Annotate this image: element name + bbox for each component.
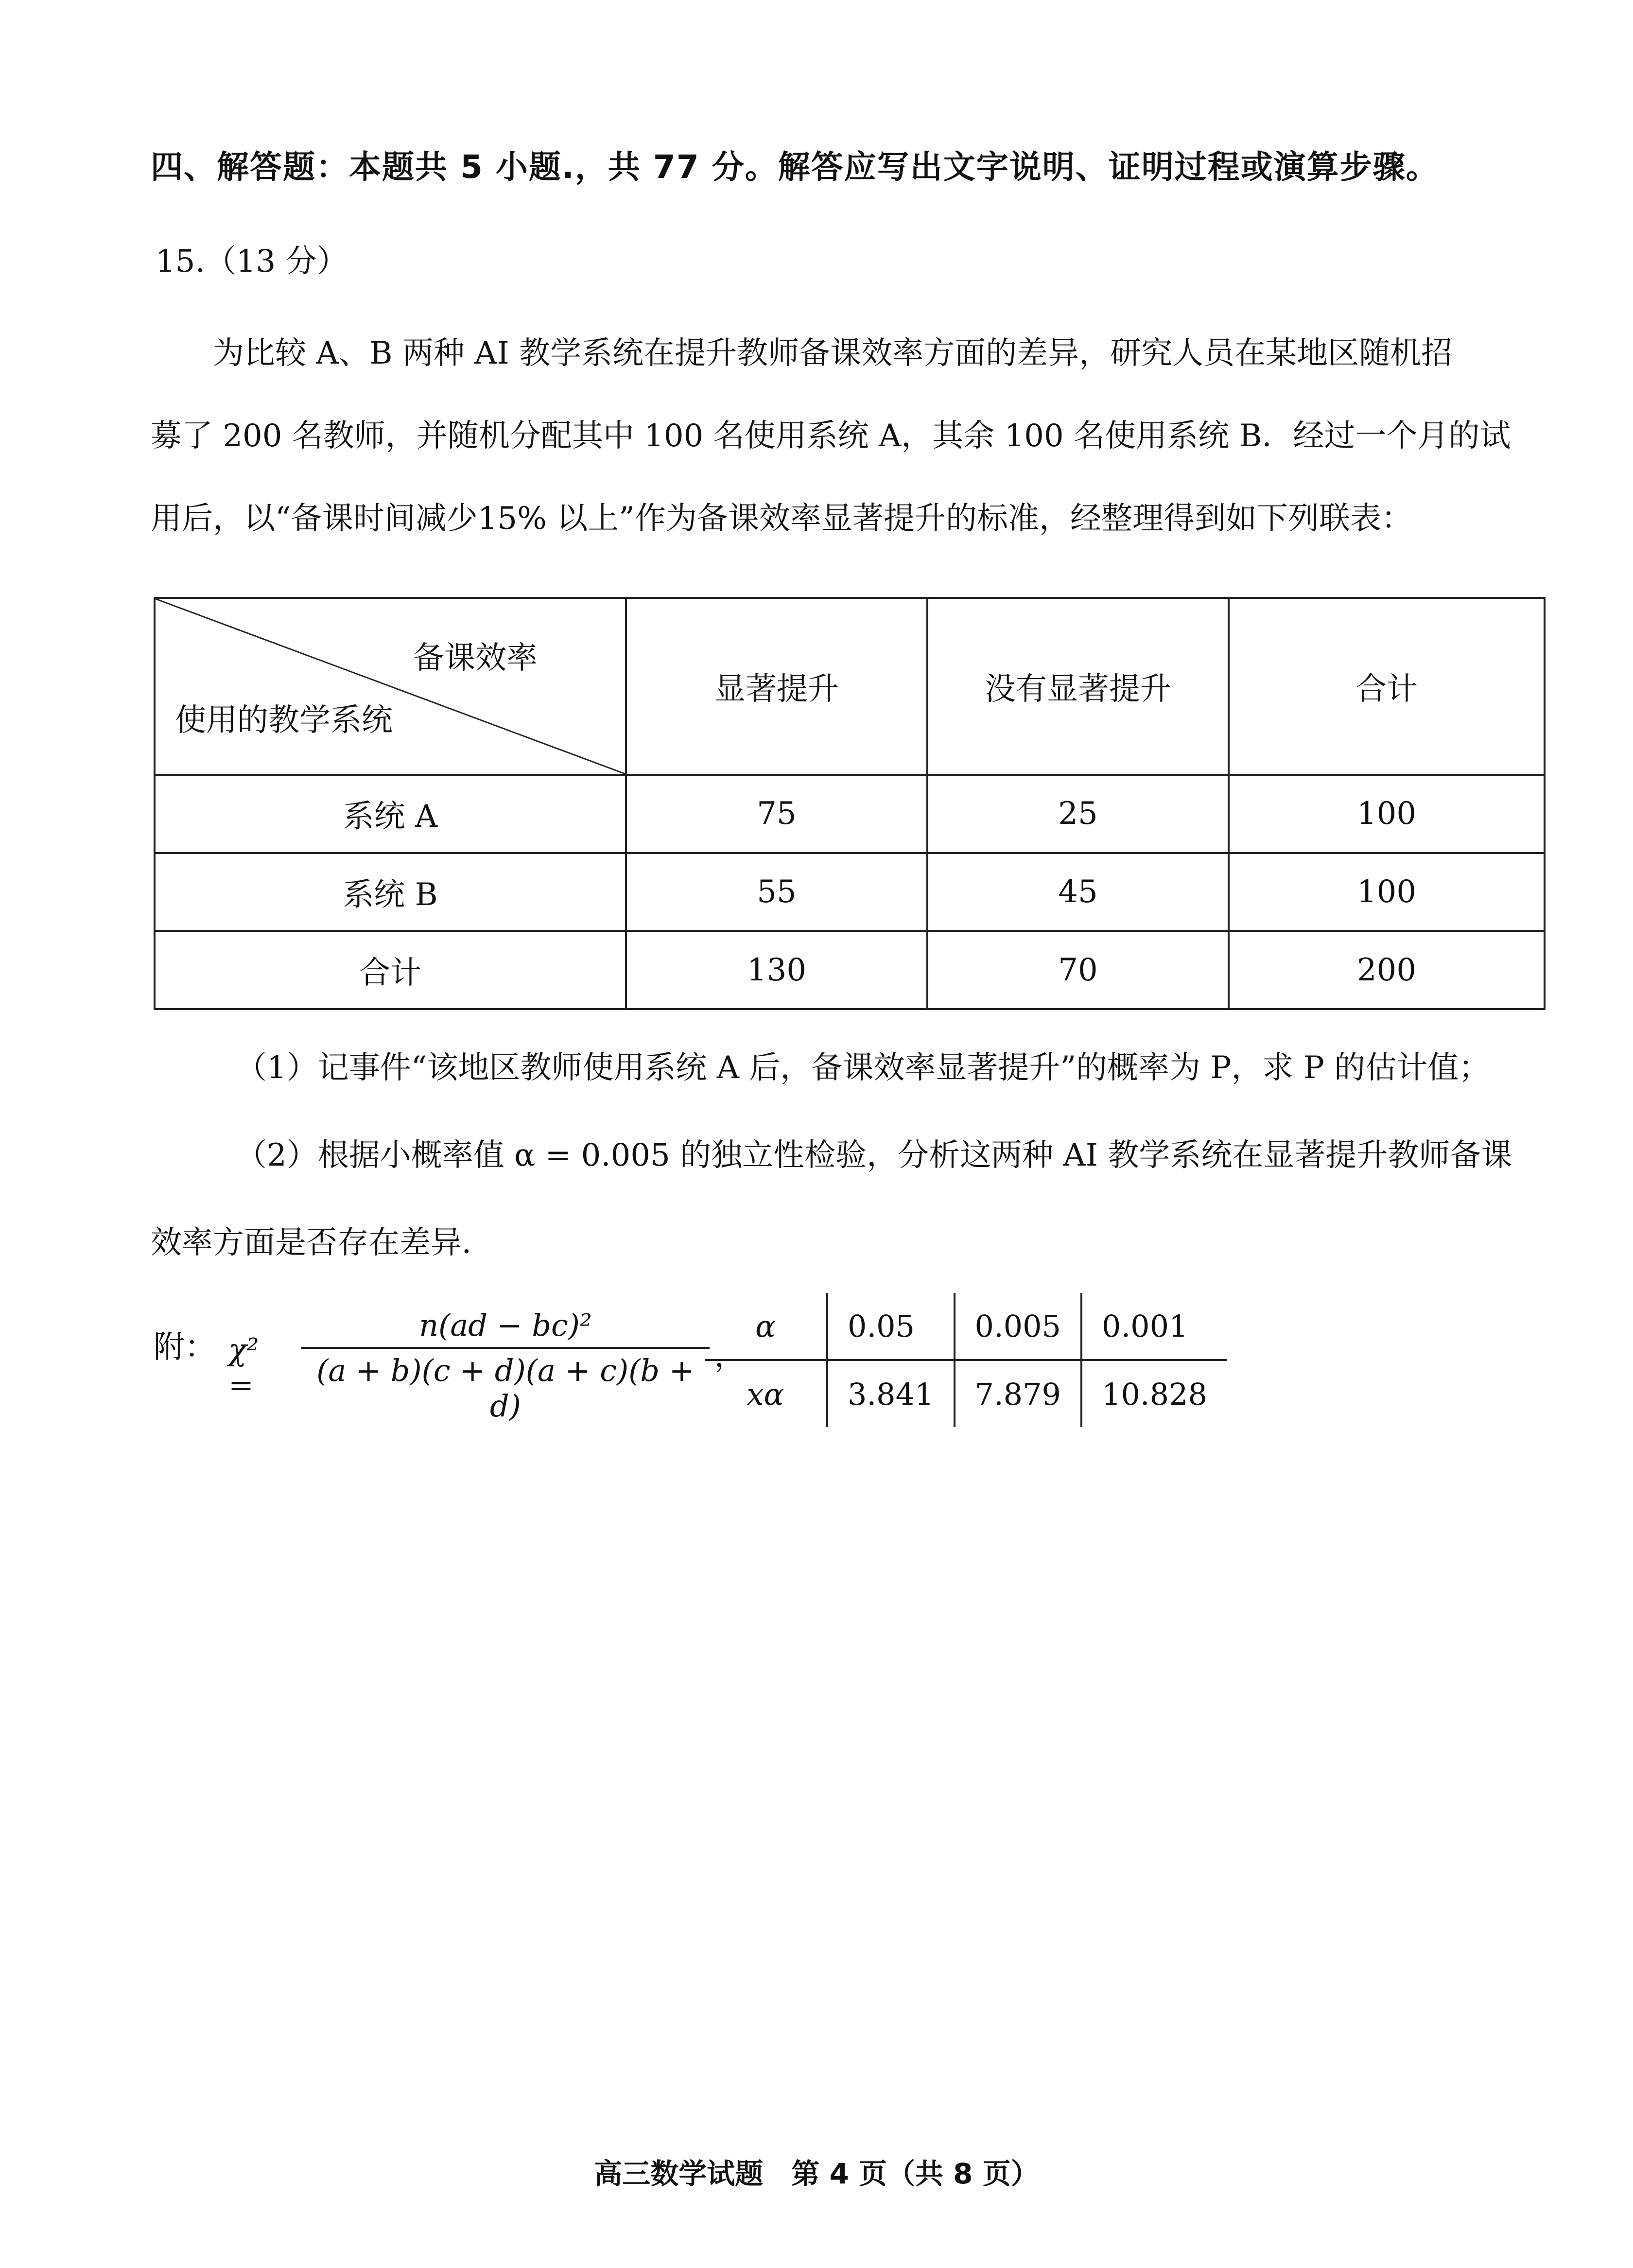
table-corner-cell [155,598,626,775]
x-alpha-label: xα [705,1360,827,1427]
alpha-label: α [705,1293,827,1360]
table-header-row [155,598,1545,775]
row-label-total: 合计 [155,931,626,1009]
section-heading: 四、解答题：本题共 5 小题.，共 77 分。解答应写出文字说明、证明过程或演算步骤。 [151,148,1439,186]
column-header-not-significant: 没有显著提升 [927,598,1229,775]
formula-denominator: (a + b)(c + d)(a + c)(b + d) [316,1353,695,1424]
table-cell: 3.841 [827,1360,955,1427]
sub-question-2-line-2: 效率方面是否存在差异． [151,1225,493,1261]
table-cell: 70 [927,931,1229,1009]
table-cell: 0.05 [827,1293,955,1360]
question-intro-line-2: 募了 200 名教师，并随机分配其中 100 名使用系统 A，其余 100 名使用系统 B．经过一个月的试 [151,418,1511,454]
table-row [155,853,1545,931]
table-cell: 200 [1229,931,1545,1009]
table-cell: 75 [626,775,927,853]
formula-fraction [301,1308,710,1424]
table-cell: 100 [1229,775,1545,853]
table-cell: 55 [626,853,927,931]
appendix-label: 附： [154,1329,216,1365]
question-number: 15.（13 分） [156,244,348,279]
critical-value-table [705,1293,1227,1427]
column-header-significant: 显著提升 [626,598,927,775]
table-cell: 7.879 [955,1360,1082,1427]
corner-diagonal-line [156,599,625,774]
column-header-total: 合计 [1229,598,1545,775]
row-label-system-a: 系统 A [155,775,626,853]
question-intro-line-1 [151,311,1536,396]
sub-question-2-line-1 [151,1113,1550,1198]
table-cell: 0.001 [1081,1293,1227,1360]
table-cell: 25 [927,775,1229,853]
row-label-system-b: 系统 B [155,853,626,931]
table-row [155,931,1545,1009]
formula-numerator: n(ad − bc)² [301,1308,710,1349]
formula-comma: ， [714,1338,745,1374]
question-intro-line-3: 用后，以“备课时间减少15% 以上”作为备课效率显著提升的标准，经整理得到如下列联表： [151,501,1413,537]
table-cell: 10.828 [1102,1376,1207,1412]
intro-text-1: 为比较 A、B 两种 AI 教学系统在提升教师备课效率方面的差异，研究人员在某地区随机招 [213,335,1453,371]
table-cell: 0.005 [955,1293,1082,1360]
sub-question-2-text: （2）根据小概率值 α = 0.005 的独立性检验，分析这两种 AI 教学系统在显著提升教师备课 [236,1137,1512,1173]
critical-value-row-alpha [705,1293,1227,1360]
corner-bottom-label: 使用的教学系统 [175,702,393,738]
table-cell: 130 [626,931,927,1009]
table-cell: 45 [927,853,1229,931]
sub-question-1 [151,1026,1550,1110]
sub-question-1-text: （1）记事件“该地区教师使用系统 A 后，备课效率显著提升”的概率为 P，求 P 的估计值； [236,1050,1490,1086]
page-footer: 高三数学试题 第 4 页（共 8 页） [594,2157,1039,2190]
chi-square-symbol: χ² = [228,1332,259,1403]
contingency-table [154,597,1546,1010]
table-row [155,775,1545,853]
critical-value-row-x [705,1360,1227,1427]
table-cell: 100 [1229,853,1545,931]
corner-top-label: 备课效率 [413,640,538,676]
